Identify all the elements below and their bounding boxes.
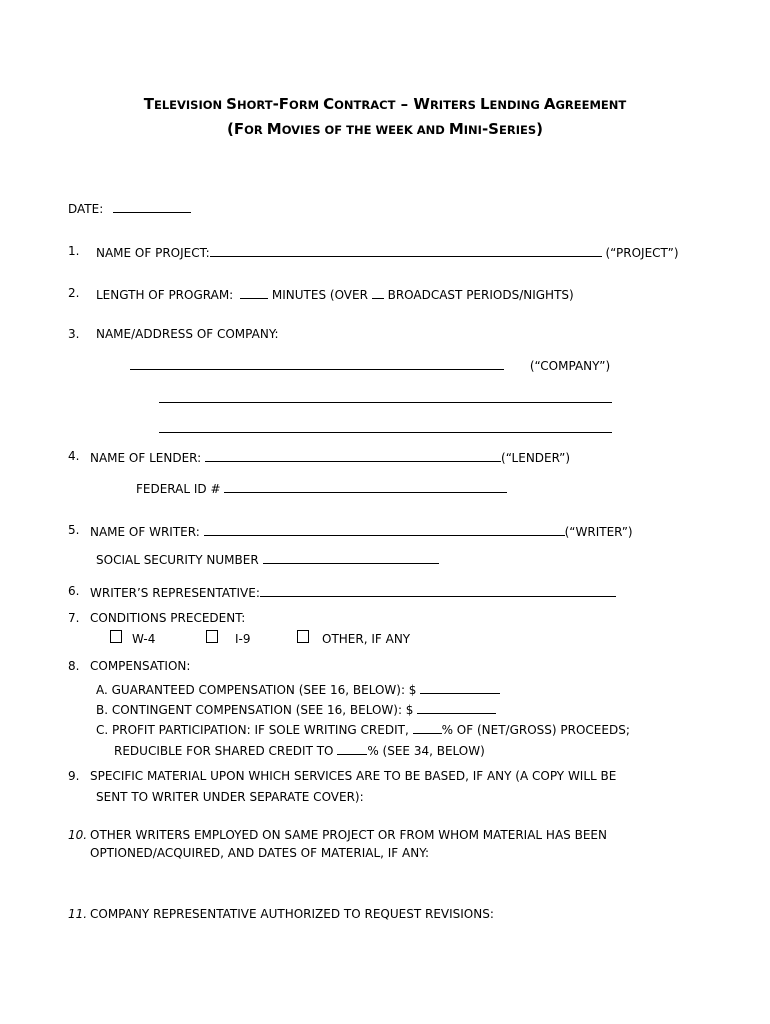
profit-label: C. PROFIT PARTICIPATION: IF SOLE WRITING CREDIT, [96, 723, 409, 737]
writer-field[interactable] [204, 524, 565, 536]
item-8-row [68, 659, 191, 673]
item-10-row [68, 828, 607, 842]
writer-suffix: (“WRITER”) [564, 525, 633, 539]
item-5-row [68, 523, 633, 539]
ssn-label: SOCIAL SECURITY NUMBER [96, 553, 259, 567]
shared-credit-suffix: % (SEE 34, BELOW) [367, 744, 485, 758]
material-line-2: SENT TO WRITER UNDER SEPARATE COVER): [96, 790, 364, 804]
w4-label: W-4 [132, 632, 156, 646]
item-2-row [68, 286, 574, 302]
item-11-row [68, 907, 494, 921]
broadcast-periods-field[interactable] [372, 287, 384, 299]
item-7-row [68, 611, 246, 625]
date-label: DATE: [68, 202, 104, 216]
company-rep-label: COMPANY REPRESENTATIVE AUTHORIZED TO REQUEST REVISIONS: [90, 907, 494, 921]
ssn-row [96, 552, 439, 566]
item-4-content [90, 450, 570, 464]
item-4-row [68, 449, 571, 465]
item-4-number: 4. [68, 449, 80, 463]
company-name-field[interactable] [130, 358, 504, 370]
program-length-label: LENGTH OF PROGRAM: [96, 288, 234, 302]
item-6-content [90, 585, 616, 599]
material-line-1: SPECIFIC MATERIAL UPON WHICH SERVICES ARE TO BE BASED, IF ANY (A COPY WILL BE [90, 769, 617, 783]
minutes-label: MINUTES (OVER [271, 288, 368, 302]
representative-label: WRITER’S REPRESENTATIVE: [90, 586, 260, 600]
shared-credit-label: REDUCIBLE FOR SHARED CREDIT TO [114, 744, 334, 758]
item-8-number: 8. [68, 659, 80, 673]
title-line-1: TELEVISION SHORT-FORM CONTRACT – WRITERS LENDING AGREEMENT [143, 95, 627, 113]
profit-percent-field[interactable] [413, 722, 442, 734]
lender-suffix: (“LENDER”) [501, 451, 571, 465]
broadcast-periods-label: BROADCAST PERIODS/NIGHTS) [387, 288, 574, 302]
item-6-row [68, 584, 260, 600]
item-3-row [68, 327, 279, 341]
company-address-field-2[interactable] [159, 421, 612, 433]
item-5-content [90, 524, 633, 538]
lender-label: NAME OF LENDER: [90, 451, 202, 465]
i9-checkbox[interactable] [206, 630, 218, 643]
project-name-label: NAME OF PROJECT: [96, 246, 210, 260]
item-11-number: 11. [68, 907, 88, 921]
company-line-2 [159, 391, 612, 405]
contingent-field[interactable] [417, 702, 496, 714]
item-2-number: 2. [68, 286, 80, 300]
item-9-row [68, 769, 617, 783]
profit-row [96, 722, 630, 736]
item-5-number: 5. [68, 523, 80, 537]
federal-id-row [136, 481, 507, 495]
federal-id-field[interactable] [224, 481, 507, 493]
project-name-field[interactable] [210, 245, 602, 257]
lender-field[interactable] [205, 450, 501, 462]
item-1-content [96, 245, 679, 259]
other-writers-line-1: OTHER WRITERS EMPLOYED ON SAME PROJECT OR FROM WHOM MATERIAL HAS BEEN [90, 828, 607, 842]
guaranteed-row [96, 682, 500, 696]
federal-id-label: FEDERAL ID # [136, 482, 221, 496]
item-6-number: 6. [68, 584, 80, 598]
compensation-label: COMPENSATION: [90, 659, 191, 673]
i9-label: I-9 [235, 632, 251, 646]
company-line-1 [130, 358, 610, 372]
writer-label: NAME OF WRITER: [90, 525, 200, 539]
item-10-number: 10. [68, 828, 88, 842]
item-3-number: 3. [68, 327, 80, 341]
minutes-field[interactable] [240, 287, 268, 299]
other-writers-line-2: OPTIONED/ACQUIRED, AND DATES OF MATERIAL, IF ANY: [90, 846, 429, 860]
company-label: NAME/ADDRESS OF COMPANY: [96, 327, 279, 341]
item-7-number: 7. [68, 611, 80, 625]
item-2-content [96, 287, 574, 301]
company-suffix: (“COMPANY”) [529, 359, 611, 373]
item-1-row [68, 244, 679, 260]
project-suffix: (“PROJECT”) [605, 246, 679, 260]
shared-credit-row [114, 743, 485, 757]
title-line-2: (FOR MOVIES OF THE WEEK AND MINI-SERIES) [227, 120, 543, 138]
guaranteed-field[interactable] [420, 682, 500, 694]
profit-suffix: % OF (NET/GROSS) PROCEEDS; [441, 723, 630, 737]
w4-checkbox[interactable] [110, 630, 122, 643]
other-label: OTHER, IF ANY [322, 632, 411, 646]
shared-credit-field[interactable] [337, 743, 367, 755]
item-9-number: 9. [68, 769, 80, 783]
contingent-label: B. CONTINGENT COMPENSATION (SEE 16, BELOW): $ [96, 703, 414, 717]
date-row [68, 201, 191, 215]
ssn-field[interactable] [263, 552, 439, 564]
other-checkbox[interactable] [297, 630, 309, 643]
item-1-number: 1. [68, 244, 80, 258]
date-field[interactable] [113, 201, 191, 213]
contingent-row [96, 702, 496, 716]
conditions-label: CONDITIONS PRECEDENT: [90, 611, 246, 625]
company-line-3 [159, 421, 612, 435]
guaranteed-label: A. GUARANTEED COMPENSATION (SEE 16, BELOW): $ [96, 683, 417, 697]
company-address-field-1[interactable] [159, 391, 612, 403]
representative-field[interactable] [260, 585, 616, 597]
